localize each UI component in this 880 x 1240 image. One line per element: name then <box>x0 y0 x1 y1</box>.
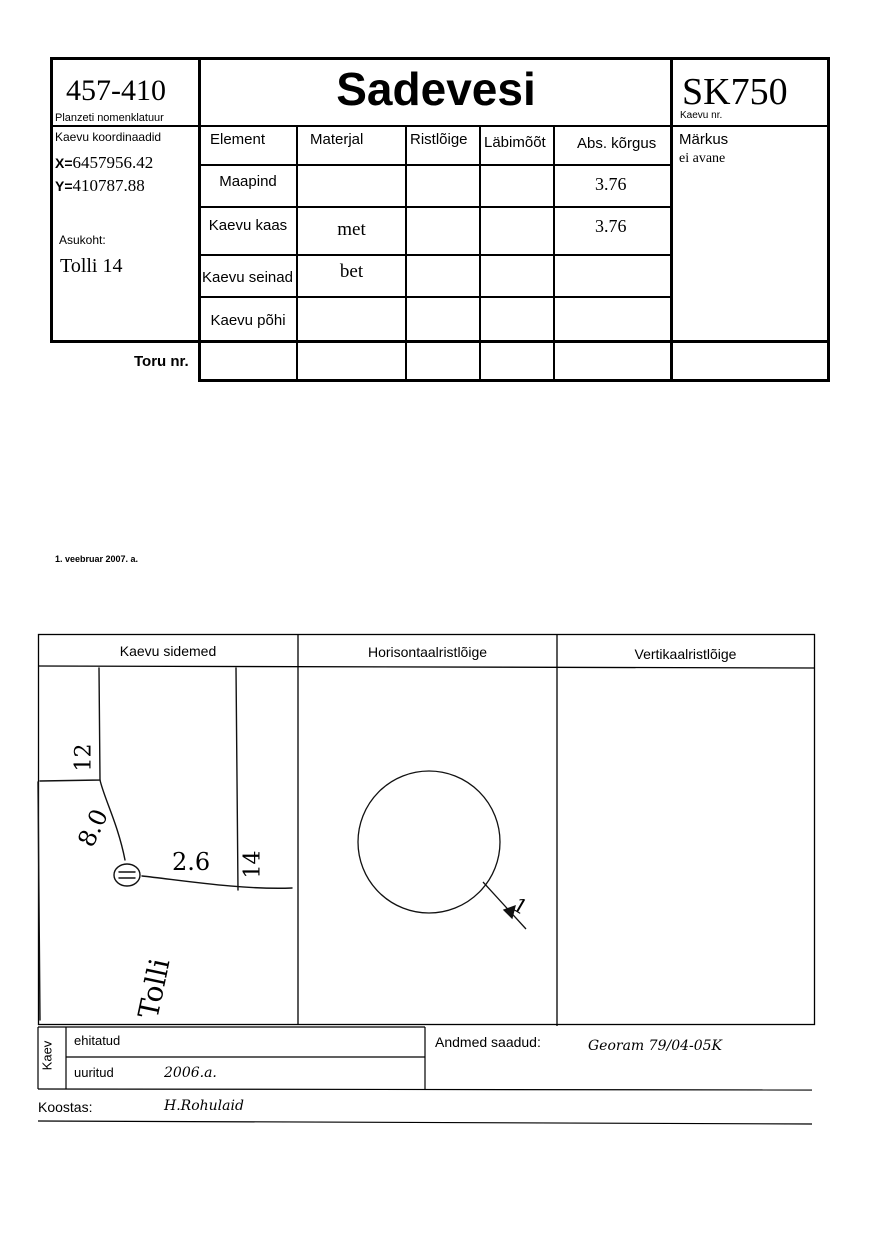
uuritud-value: 2006.a. <box>164 1065 217 1081</box>
koostas-value: H.Rohulaid <box>164 1098 244 1114</box>
manhole-cross-section <box>358 771 526 929</box>
row-pohi-element: Kaevu põhi <box>210 312 286 329</box>
note-fourteen: 14 <box>240 850 266 879</box>
col-element: Element <box>210 131 266 148</box>
planzet-label: Planzeti nomenklatuur <box>55 112 164 124</box>
andmed-label: Andmed saadud: <box>435 1034 541 1050</box>
row-seinad-element: Kaevu seinad <box>202 269 293 286</box>
coords-label: Kaevu koordinaadid <box>55 130 162 144</box>
note-twelve: 12 <box>71 743 97 772</box>
coord-y-label: Y= <box>55 178 73 194</box>
col-ristloige: Ristlõige <box>410 131 468 148</box>
andmed-value: Georam 79/04-05K <box>588 1038 723 1054</box>
coord-y-value: 410787.88 <box>72 176 145 195</box>
kaev-label: Kaev <box>39 1040 55 1071</box>
col-abs-korgus: Abs. kõrgus <box>577 135 657 152</box>
document-date: 1. veebruar 2007. a. <box>55 554 139 564</box>
row-maapind-element: Maapind <box>219 173 277 190</box>
asukoht-label: Asukoht: <box>59 233 106 247</box>
kaevu-nr-label: Kaevu nr. <box>680 110 723 121</box>
note-eight: 8.0 <box>72 804 114 852</box>
row-kaas-abs: 3.76 <box>595 216 627 236</box>
coord-x-label: X= <box>55 155 73 171</box>
row-kaas-materjal: met <box>337 219 366 240</box>
header-horisontaal: Horisontaalristlõige <box>367 644 488 660</box>
col-materjal: Materjal <box>310 131 364 148</box>
page-title: Sadevesi <box>336 63 536 115</box>
markus-value: ei avane <box>679 151 726 166</box>
markus-label: Märkus <box>679 131 729 148</box>
row-maapind-abs: 3.76 <box>595 174 627 194</box>
toru-label: Toru nr. <box>134 353 189 370</box>
planzet-value: 457-410 <box>66 74 166 107</box>
note-one: 1 <box>508 892 532 920</box>
asukoht-value: Tolli 14 <box>60 255 123 277</box>
uuritud-label: uuritud <box>74 1065 114 1080</box>
row-kaas-element: Kaevu kaas <box>208 217 288 234</box>
note-tolli: Tolli <box>131 955 177 1022</box>
note-two-six: 2.6 <box>172 848 211 876</box>
kaevu-nr-value: SK750 <box>682 71 788 113</box>
header-kaevu-sidemed: Kaevu sidemed <box>119 643 217 659</box>
coord-x-value: 6457956.42 <box>72 153 154 172</box>
koostas-label: Koostas: <box>38 1099 93 1115</box>
row-seinad-materjal: bet <box>339 261 364 282</box>
ehitatud-label: ehitatud <box>74 1033 121 1048</box>
header-vertikaal: Vertikaalristlõige <box>634 646 737 662</box>
col-labimoot: Läbimõõt <box>484 134 546 151</box>
